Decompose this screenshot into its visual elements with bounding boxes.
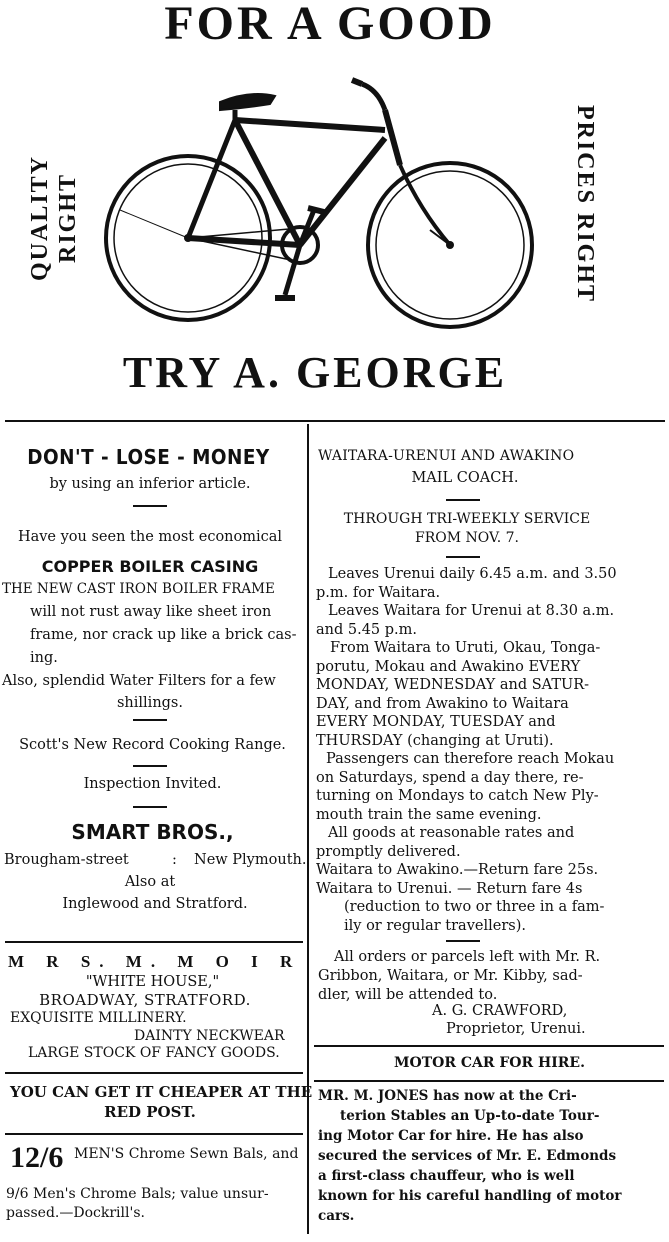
- moir-line-2: DAINTY NECKWEAR: [134, 1028, 285, 1044]
- try-a-george: TRY A. GEORGE: [122, 348, 508, 397]
- coach-line: Leaves Urenui daily 6.45 a.m. and 3.50: [328, 566, 617, 582]
- motor-body: [318, 1086, 668, 1226]
- left-divider-3: [5, 1133, 303, 1135]
- coach-service-2: FROM NOV. 7.: [415, 530, 519, 546]
- dockrill-line-1: MEN'S Chrome Sewn Bals, and: [74, 1146, 299, 1162]
- coach-line: From Waitara to Uruti, Okau, Tonga-: [330, 640, 601, 656]
- right-divider-2: [314, 1080, 664, 1082]
- coach-line: turning on Mondays to catch New Ply-: [316, 788, 599, 804]
- smart-branches: Inglewood and Stratford.: [62, 896, 248, 912]
- top-divider: [5, 420, 665, 422]
- coach-service-1: THROUGH TRI-WEEKLY SERVICE: [343, 511, 591, 527]
- coach-orders-3: dler, will be attended to.: [318, 987, 498, 1003]
- ad-headline: FOR A GOOD: [164, 0, 496, 50]
- coach-line: MONDAY, WEDNESDAY and SATUR-: [316, 677, 590, 693]
- coach-orders-1: All orders or parcels left with Mr. R.: [334, 949, 601, 965]
- divider-dash: [133, 505, 167, 507]
- left-divider-2: [5, 1072, 303, 1074]
- address-street: Brougham-street: [4, 852, 129, 868]
- coach-line: porutu, Mokau and Awakino EVERY: [316, 658, 581, 675]
- moir-line-1: EXQUISITE MILLINERY.: [10, 1010, 187, 1026]
- coach-line: and 5.45 p.m.: [316, 621, 418, 638]
- smart-sub: by using an inferior article.: [49, 476, 251, 492]
- coach-line: DAY, and from Awakino to Waitara: [316, 695, 569, 712]
- divider-dash: [446, 940, 480, 942]
- moir-house: "WHITE HOUSE,": [85, 974, 220, 990]
- motor-line: MR. M. JONES has now at the Cri-: [318, 1088, 577, 1104]
- smart-bros: SMART BROS.,: [71, 820, 234, 844]
- coach-line: All goods at reasonable rates and: [328, 825, 575, 841]
- coach-line: THURSDAY (changing at Uruti).: [316, 732, 554, 749]
- smart-line-1: will not rust away like sheet iron: [30, 604, 272, 620]
- smart-also: Also at: [124, 874, 176, 890]
- coach-line: Waitara to Urenui. — Return fare 4s: [316, 880, 583, 897]
- smart-line-4: Also, splendid Water Filters for a few: [2, 673, 276, 689]
- smart-line-5: shillings.: [116, 695, 183, 711]
- coach-line: EVERY MONDAY, TUESDAY and: [316, 714, 556, 730]
- copper-boiler-casing: COPPER BOILER CASING: [41, 557, 259, 576]
- motor-title: MOTOR CAR FOR HIRE.: [394, 1055, 585, 1071]
- motor-line: cars.: [318, 1208, 355, 1224]
- smart-line-3: ing.: [30, 650, 58, 666]
- coach-line: Leaves Waitara for Urenui at 8.30 a.m.: [328, 603, 615, 619]
- smart-range: Scott's New Record Cooking Range.: [19, 737, 286, 753]
- motor-line: terion Stables an Up-to-date Tour-: [340, 1108, 600, 1124]
- coach-line: mouth train the same evening.: [316, 806, 542, 823]
- coach-signature-1: A. G. CRAWFORD,: [432, 1003, 568, 1019]
- redpost-line-1: YOU CAN GET IT CHEAPER AT THE: [10, 1083, 313, 1101]
- smart-inspection: Inspection Invited.: [83, 776, 222, 792]
- moir-name: M R S. M. M O I R: [8, 952, 302, 971]
- moir-line-3: LARGE STOCK OF FANCY GOODS.: [28, 1045, 280, 1061]
- dont-lose-money: DON'T - LOSE - MONEY: [27, 445, 270, 469]
- dockrill-price: 12/6: [10, 1141, 64, 1174]
- coach-line: ily or regular travellers).: [344, 917, 526, 934]
- smart-frame: THE NEW CAST IRON BOILER FRAME: [2, 581, 275, 597]
- coach-line: Passengers can therefore reach Mokau: [326, 751, 615, 767]
- column-divider: [307, 424, 309, 1234]
- motor-line: secured the services of Mr. E. Edmonds: [318, 1148, 617, 1164]
- address-sep: :: [172, 852, 177, 868]
- coach-line: p.m. for Waitara.: [316, 584, 441, 601]
- coach-title-2: MAIL COACH.: [411, 470, 519, 486]
- divider-dash: [133, 719, 167, 721]
- coach-line: Waitara to Awakino.—Return fare 25s.: [316, 862, 599, 878]
- prices-right-vertical: PRICES RIGHT: [572, 104, 598, 304]
- divider-dash: [133, 806, 167, 808]
- coach-title-1: WAITARA-URENUI AND AWAKINO: [318, 448, 575, 464]
- divider-dash: [446, 556, 480, 558]
- motor-line: ing Motor Car for hire. He has also: [318, 1128, 584, 1144]
- coach-line: promptly delivered.: [316, 843, 461, 860]
- bicycle-illustration: [100, 70, 540, 340]
- dockrill-line-3: passed.—Dockrill's.: [6, 1205, 145, 1221]
- motor-line: known for his careful handling of motor: [318, 1188, 622, 1204]
- smart-line-2: frame, nor crack up like a brick cas-: [30, 627, 297, 643]
- divider-dash: [446, 499, 480, 501]
- coach-orders-2: Gribbon, Waitara, or Mr. Kibby, sad-: [318, 968, 583, 984]
- redpost-line-2: RED POST.: [104, 1103, 196, 1121]
- motor-line: a first-class chauffeur, who is well: [318, 1168, 575, 1184]
- right-divider-1: [314, 1045, 664, 1047]
- address-town: New Plymouth.: [194, 852, 307, 868]
- coach-line: on Saturdays, spend a day there, re-: [316, 769, 584, 786]
- divider-dash: [133, 765, 167, 767]
- left-divider-1: [5, 941, 303, 943]
- dockrill-line-2: 9/6 Men's Chrome Bals; value unsur-: [6, 1186, 269, 1202]
- smart-question: Have you seen the most economical: [17, 529, 283, 545]
- coach-line: (reduction to two or three in a fam-: [344, 899, 605, 915]
- coach-signature-2: Proprietor, Urenui.: [446, 1021, 586, 1037]
- coach-body: [316, 565, 666, 935]
- quality-right-vertical: QUALITY RIGHT: [27, 154, 81, 282]
- moir-street: BROADWAY, STRATFORD.: [39, 991, 251, 1009]
